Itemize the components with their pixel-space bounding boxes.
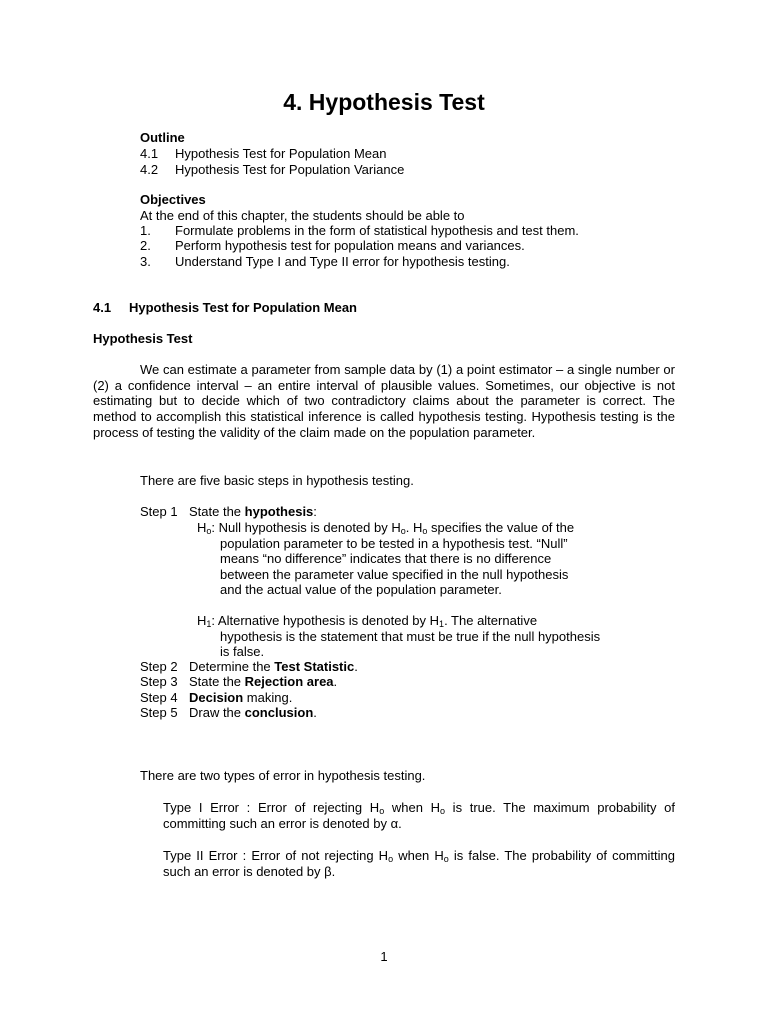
objective-item — [140, 223, 579, 239]
type-2-text: Type II Error : Error of not rejecting H — [163, 848, 389, 863]
step-text: State the — [189, 674, 245, 689]
h1-text: . The alternative — [444, 613, 538, 628]
h1-symbol: H — [197, 613, 207, 628]
type-2-error — [163, 848, 675, 879]
alternative-hypothesis-line: hypothesis is the statement that must be true if the null hypothesis — [220, 629, 601, 644]
section-heading — [93, 300, 357, 316]
h0-subscript: o — [206, 526, 212, 536]
null-hypothesis-line — [197, 520, 574, 536]
objective-number: 1. — [140, 223, 151, 238]
alternative-hypothesis-line — [197, 613, 537, 629]
step-text-end: . — [313, 705, 317, 720]
step-text-end: making. — [243, 690, 293, 705]
objective-number: 2. — [140, 238, 151, 253]
objective-item — [140, 254, 510, 270]
step-5 — [140, 705, 317, 721]
type-1-error — [163, 800, 675, 831]
h0-subscript: o — [388, 854, 394, 864]
h0-text: . H — [405, 520, 423, 535]
h0-subscript: o — [379, 806, 385, 816]
step-label: Step 2 — [140, 659, 178, 674]
step-keyword: hypothesis — [244, 504, 314, 519]
step-text-end: : — [313, 504, 317, 519]
section-title: Hypothesis Test for Population Mean — [129, 300, 358, 315]
type-2-text: when H — [393, 848, 444, 863]
alternative-hypothesis-line: is false. — [220, 644, 265, 659]
intro-paragraph: We can estimate a parameter from sample data by (1) a point estimator – a single number or (2) a confidence interval – an entire interval of plausible values. Sometimes, our objective is not estimating but to decide which of two contradictory claims about the parameter is correct. The method to accomplish this statistical inference is called hypothesis testing. Hypothesis testing is the process of testing the validity of the claim made on the population parameter. — [93, 362, 675, 440]
null-hypothesis-line: means “no difference” indicates that there is no difference — [220, 551, 552, 566]
objective-text: Perform hypothesis test for population means and variances. — [175, 238, 525, 253]
page-number: 1 — [380, 949, 388, 964]
null-hypothesis-line: between the parameter value specified in the null hypothesis — [220, 567, 569, 582]
step-text: Draw the — [189, 705, 245, 720]
objective-text: Understand Type I and Type II error for hypothesis testing. — [175, 254, 510, 269]
step-keyword: conclusion — [244, 705, 314, 720]
h0-subscript: o — [400, 526, 406, 536]
type-1-text: is true. The maximum probability of committing such an error is denoted by α. — [163, 800, 675, 831]
step-text-end: . — [354, 659, 358, 674]
step-keyword: Decision — [189, 690, 244, 705]
objective-number: 3. — [140, 254, 151, 269]
errors-intro: There are two types of error in hypothesis testing. — [140, 768, 426, 783]
h0-subscript: o — [440, 806, 446, 816]
outline-item-number: 4.2 — [140, 162, 159, 177]
step-text: State the — [189, 504, 245, 519]
objectives-intro: At the end of this chapter, the students should be able to — [140, 208, 465, 223]
step-2 — [140, 659, 358, 675]
type-1-text: Type I Error : Error of rejecting H — [163, 800, 380, 815]
step-keyword: Rejection area — [244, 674, 334, 689]
page-title: 4. Hypothesis Test — [283, 89, 485, 115]
h1-text: : Alternative hypothesis is denoted by H — [211, 613, 440, 628]
step-label: Step 3 — [140, 674, 178, 689]
step-text: Determine the — [189, 659, 275, 674]
subheading: Hypothesis Test — [93, 331, 193, 346]
step-keyword: Test Statistic — [274, 659, 355, 674]
outline-item-text: Hypothesis Test for Population Mean — [175, 146, 387, 161]
outline-heading: Outline — [140, 130, 185, 145]
type-2-text: is false. The probability of committing such an error is denoted by β. — [163, 848, 675, 879]
objective-text: Formulate problems in the form of statistical hypothesis and test them. — [175, 223, 579, 238]
objectives-heading: Objectives — [140, 192, 206, 207]
null-hypothesis-line: population parameter to be tested in a hypothesis test. “Null” — [220, 536, 568, 551]
objective-item — [140, 238, 525, 254]
h0-text: specifies the value of the — [427, 520, 575, 535]
step-label: Step 1 — [140, 504, 178, 519]
step-1 — [140, 504, 317, 520]
h1-subscript: 1 — [439, 619, 445, 629]
section-number: 4.1 — [93, 300, 112, 315]
step-text-end: . — [333, 674, 338, 689]
outline-item — [140, 146, 387, 162]
h0-subscript: o — [422, 526, 428, 536]
step-4 — [140, 690, 292, 706]
outline-item — [140, 162, 404, 178]
h1-subscript: 1 — [206, 619, 212, 629]
h0-text: : Null hypothesis is denoted by H — [211, 520, 401, 535]
outline-item-number: 4.1 — [140, 146, 159, 161]
null-hypothesis-line: and the actual value of the population parameter. — [220, 582, 502, 597]
h0-symbol: H — [197, 520, 207, 535]
step-3 — [140, 674, 337, 690]
h0-subscript: o — [443, 854, 449, 864]
type-1-text: when H — [384, 800, 440, 815]
outline-item-text: Hypothesis Test for Population Variance — [175, 162, 405, 177]
step-label: Step 5 — [140, 705, 178, 720]
steps-intro: There are five basic steps in hypothesis testing. — [140, 473, 414, 488]
step-label: Step 4 — [140, 690, 178, 705]
